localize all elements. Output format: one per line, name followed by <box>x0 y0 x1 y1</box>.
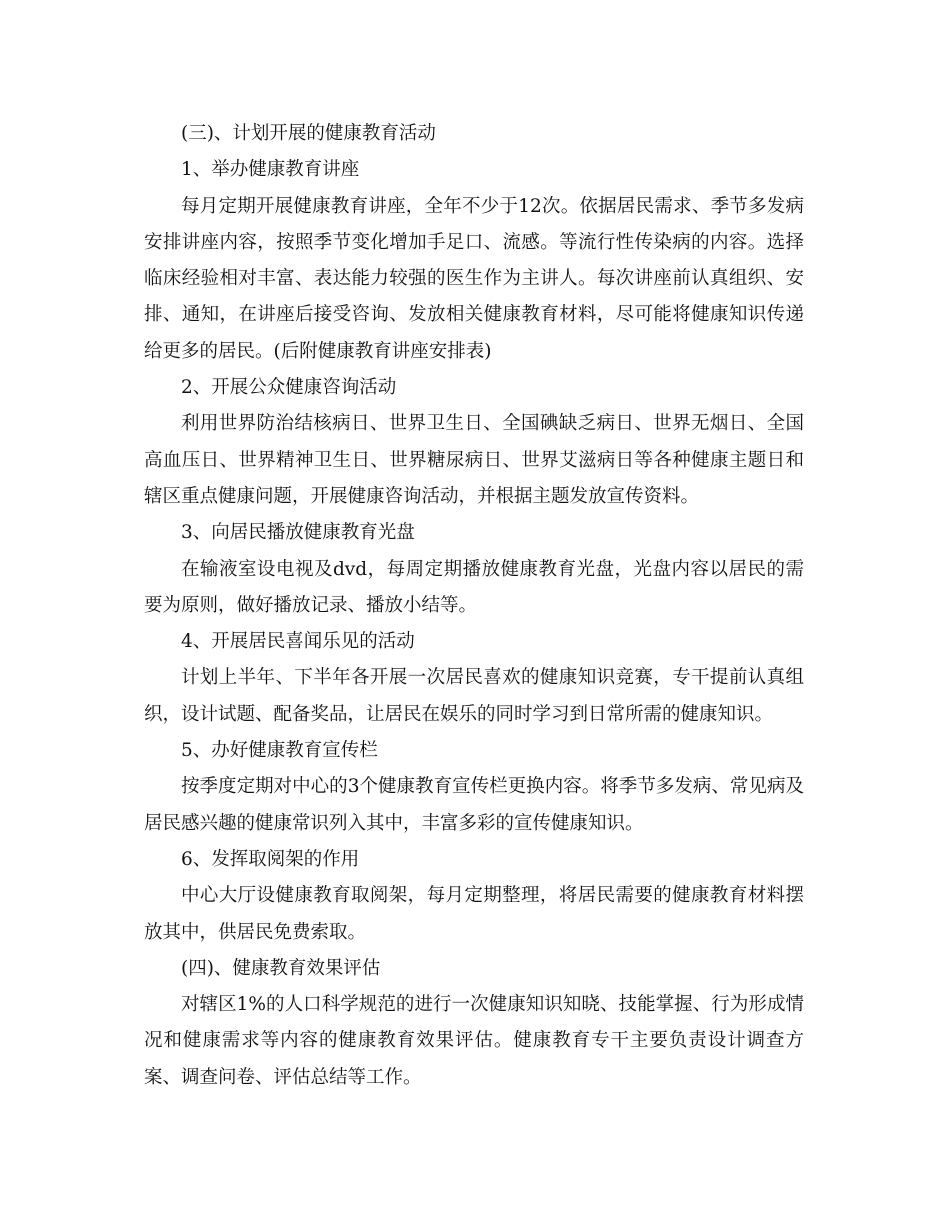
paragraph-lectures: 每月定期开展健康教育讲座，全年不少于12次。依据居民需求、季节多发病安排讲座内容，按照季节变化增加手足口、流感。等流行性传染病的内容。选择临床经验相对丰富、表达能力较强的医生作为主讲人。每次讲座前认真组织、安排、通知，在讲座后接受咨询、发放相关健康教育材料，尽可能将健康知识传递给更多的居民。(后附健康教育讲座安排表) <box>144 195 804 362</box>
section-heading-4: (四)、健康教育效果评估 <box>181 957 381 979</box>
document-body <box>144 116 804 1096</box>
paragraph-reading-rack: 中心大厅设健康教育取阅架，每月定期整理，将居民需要的健康教育材料摆放其中，供居民免费索取。 <box>144 885 804 943</box>
item-heading-3: 3、向居民播放健康教育光盘 <box>181 522 415 544</box>
item-heading-6: 6、发挥取阅架的作用 <box>181 848 360 870</box>
item-heading-2: 2、开展公众健康咨询活动 <box>181 377 397 399</box>
paragraph-bulletin-board: 按季度定期对中心的3个健康教育宣传栏更换内容。将季节多发病、常见病及居民感兴趣的健康常识列入其中，丰富多彩的宣传健康知识。 <box>144 776 804 834</box>
paragraph-evaluation: 对辖区1%的人口科学规范的进行一次健康知识知晓、技能掌握、行为形成情况和健康需求等内容的健康教育效果评估。健康教育专干主要负责设计调查方案、调查问卷、评估总结等工作。 <box>144 994 804 1088</box>
item-heading-5: 5、办好健康教育宣传栏 <box>181 740 378 762</box>
item-heading-4: 4、开展居民喜闻乐见的活动 <box>181 631 415 653</box>
item-heading-1: 1、举办健康教育讲座 <box>181 159 360 181</box>
paragraph-consultation: 利用世界防治结核病日、世界卫生日、全国碘缺乏病日、世界无烟日、全国高血压日、世界精神卫生日、世界糖尿病日、世界艾滋病日等各种健康主题日和辖区重点健康问题，开展健康咨询活动，并根据主题发放宣传资料。 <box>144 413 804 507</box>
paragraph-activities: 计划上半年、下半年各开展一次居民喜欢的健康知识竞赛，专干提前认真组织，设计试题、配备奖品，让居民在娱乐的同时学习到日常所需的健康知识。 <box>144 667 804 725</box>
paragraph-video-discs: 在输液室设电视及dvd，每周定期播放健康教育光盘，光盘内容以居民的需要为原则，做好播放记录、播放小结等。 <box>144 558 804 616</box>
section-heading-3: (三)、计划开展的健康教育活动 <box>181 123 436 144</box>
